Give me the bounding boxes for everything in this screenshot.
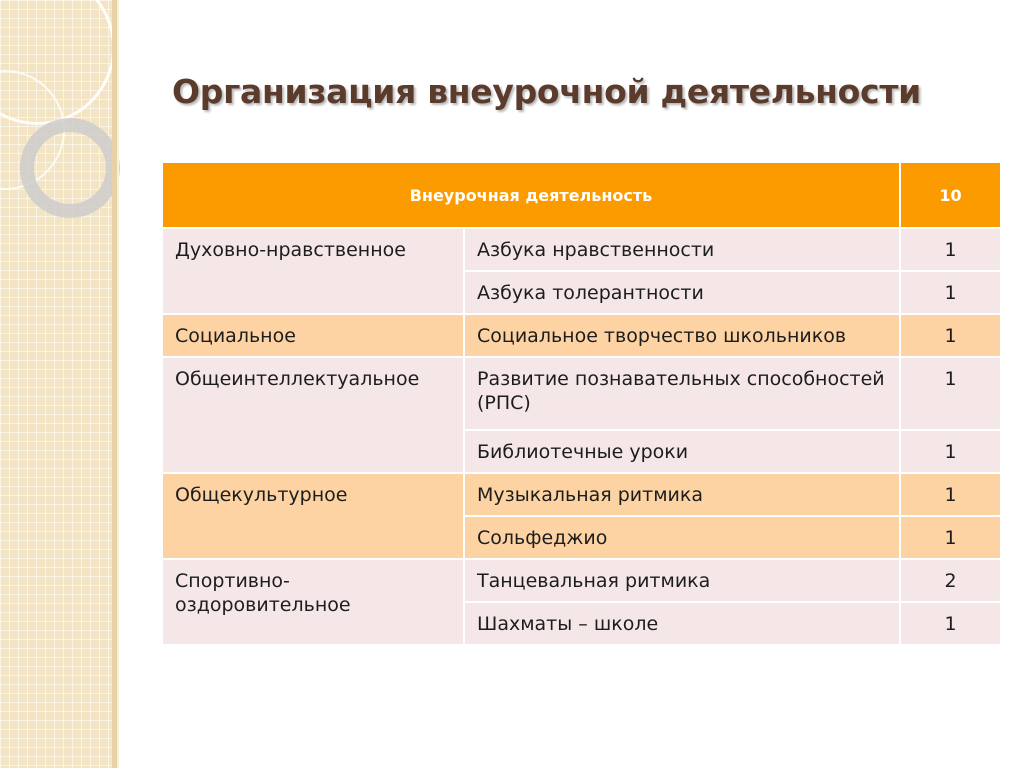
header-total-hours: 10 xyxy=(900,162,1001,228)
hours-cell: 1 xyxy=(900,473,1001,516)
course-name-cell: Развитие познавательных способностей (РПС) xyxy=(464,357,900,430)
decorative-side-strip xyxy=(0,0,112,768)
hours-cell: 1 xyxy=(900,516,1001,559)
hours-cell: 1 xyxy=(900,430,1001,473)
table-row xyxy=(162,357,1001,430)
table-row xyxy=(162,559,1001,602)
side-strip-highlight xyxy=(117,0,119,768)
direction-cell: Духовно-нравственное xyxy=(162,228,464,314)
activity-table xyxy=(161,161,1002,646)
table-row xyxy=(162,473,1001,516)
slide-title: Организация внеурочной деятельности xyxy=(172,72,921,111)
table-header-row xyxy=(162,162,1001,228)
course-name-cell: Библиотечные уроки xyxy=(464,430,900,473)
course-name-cell: Шахматы – школе xyxy=(464,602,900,645)
course-name-cell: Азбука толерантности xyxy=(464,271,900,314)
hours-cell: 1 xyxy=(900,271,1001,314)
hours-cell: 1 xyxy=(900,228,1001,271)
header-activity: Внеурочная деятельность xyxy=(162,162,900,228)
course-name-cell: Музыкальная ритмика xyxy=(464,473,900,516)
hours-cell: 1 xyxy=(900,314,1001,357)
hours-cell: 1 xyxy=(900,602,1001,645)
direction-cell: Общекультурное xyxy=(162,473,464,559)
course-name-cell: Социальное творчество школьников xyxy=(464,314,900,357)
direction-cell: Социальное xyxy=(162,314,464,357)
decorative-ring-grey xyxy=(20,118,120,218)
direction-cell: Общеинтеллектуальное xyxy=(162,357,464,473)
course-name-cell: Сольфеджио xyxy=(464,516,900,559)
activity-table-container xyxy=(161,161,1000,646)
direction-cell: Спортивно-оздоровительное xyxy=(162,559,464,645)
hours-cell: 1 xyxy=(900,357,1001,430)
table-row xyxy=(162,314,1001,357)
table-row xyxy=(162,228,1001,271)
course-name-cell: Танцевальная ритмика xyxy=(464,559,900,602)
hours-cell: 2 xyxy=(900,559,1001,602)
course-name-cell: Азбука нравственности xyxy=(464,228,900,271)
